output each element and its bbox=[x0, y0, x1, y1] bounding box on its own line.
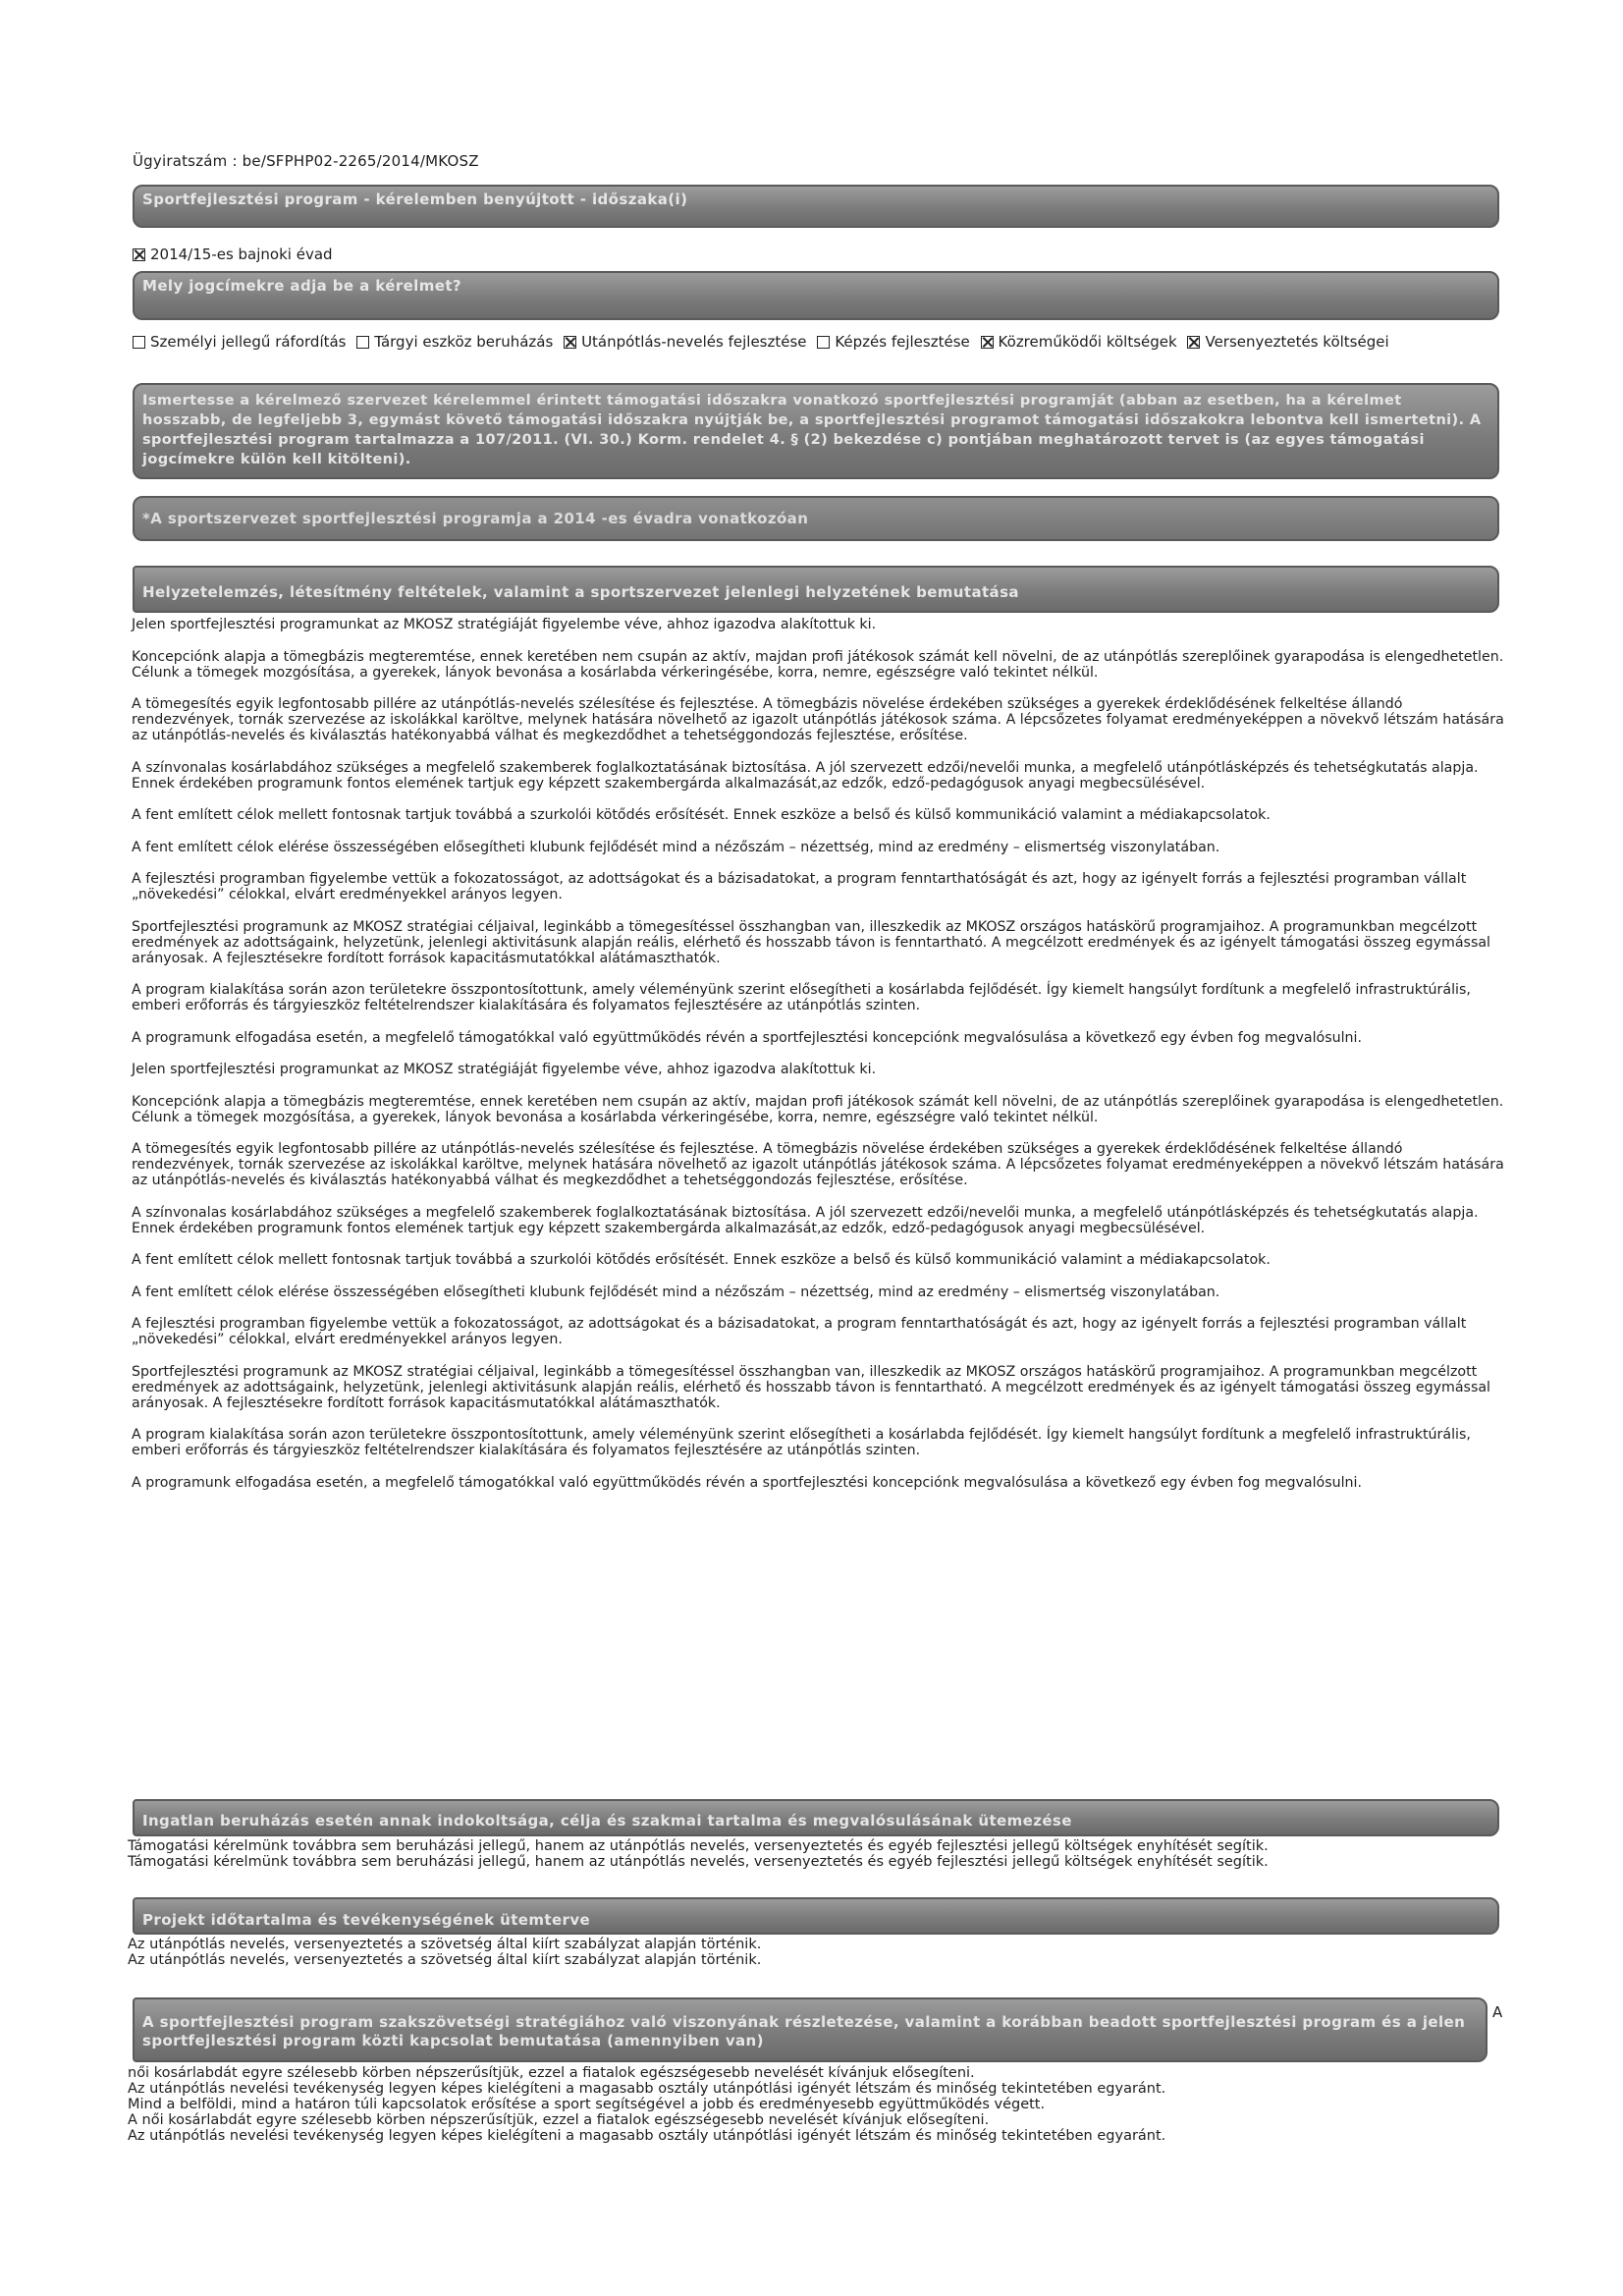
section-header-strategy bbox=[133, 1997, 1488, 2062]
checkbox-checked-icon[interactable] bbox=[564, 336, 576, 349]
text-line: Támogatási kérelmünk továbbra sem beruházási jellegű, hanem az utánpótlás nevelés, versenyeztetés és egyéb fejlesztési jellegű költségek enyhítését segítik. bbox=[128, 1854, 1269, 1870]
paragraph: A fejlesztési programban figyelembe vettük a fokozatosságot, az adottságokat és a bázisadatokat, a program fenntarthatóságát és azt, hogy az igényelt forrás a fejlesztési programban vállalt „növekedési” célokkal, elvárt eredményekkel arányos legyen. bbox=[132, 1316, 1467, 1347]
season-label: 2014/15-es bajnoki évad bbox=[150, 246, 333, 263]
section-title: A sportfejlesztési program szakszövetségi stratégiához való viszonyának részletezése, valamint a korábban beadott sportfejlesztési program és a jelen sportfejlesztési program közti kapcsolat bemutatása (amennyiben van) bbox=[142, 2013, 1466, 2050]
section-title: Mely jogcímekre adja be a kérelmet? bbox=[142, 277, 461, 295]
section-title: Projekt időtartalma és tevékenységének ütemterve bbox=[142, 1911, 591, 1929]
paragraph: A program kialakítása során azon területekre összpontosítottunk, amely véleményünk szerint elősegítheti a kosárlabda fejlődését. Így kiemelt hangsúlyt fordítunk a megfelelő infrastruktúrális, emberi erőforrás és tárgyieszköz feltételrendszer kialakítására és folyamatos fejlesztésére az utánpótlás szinten. bbox=[132, 982, 1471, 1013]
text-line: Az utánpótlás nevelési tevékenység legyen képes kielégíteni a magasabb osztály utánpótlási igényét létszám és minőség tekintetében egyaránt. bbox=[128, 2128, 1166, 2144]
paragraph: A fent említett célok elérése összességében elősegítheti klubunk fejlődését mind a nézőszám – nézettség, mind az eredmény – elismertség viszonylatában. bbox=[132, 839, 1220, 855]
section-title: Ingatlan beruházás esetén annak indokoltsága, célja és szakmai tartalma és megvalósulásának ütemezése bbox=[142, 1812, 1072, 1830]
instructions-text: Ismertesse a kérelmező szervezet kérelemmel érintett támogatási időszakra vonatkozó sportfejlesztési programját (abban az esetben, ha a kérelmet hosszabb, de legfeljebb 3, egymást követő támogatási időszakra nyújtják be, a sportfejlesztési programot támogatási időszakokra lebontva kell ismertetni). A sportfejlesztési program tartalmazza a 107/2011. (VI. 30.) Korm. rendelet 4. § (2) bekezdése c) pontjában meghatározott tervet is (az egyes támogatási jogcímekre külön kell kitölteni). bbox=[142, 393, 1482, 467]
paragraph: A fejlesztési programban figyelembe vettük a fokozatosságot, az adottságokat és a bázisadatokat, a program fenntarthatóságát és azt, hogy az igényelt forrás a fejlesztési programban vállalt „növekedési” célokkal, elvárt eredményekkel arányos legyen. bbox=[132, 871, 1467, 902]
text-line: női kosárlabdát egyre szélesebb körben népszerűsítjük, ezzel a fiatalok egészségesebb nevelését kívánjuk elősegíteni. bbox=[128, 2065, 975, 2081]
category-options bbox=[133, 332, 1507, 353]
section-header-schedule bbox=[133, 1897, 1499, 1935]
checkbox-icon[interactable] bbox=[133, 336, 145, 349]
section-title: Sportfejlesztési program - kérelemben benyújtott - időszaka(i) bbox=[142, 191, 688, 208]
checkbox-icon[interactable] bbox=[356, 336, 369, 349]
paragraph: A fent említett célok mellett fontosnak tartjuk továbbá a szurkolói kötődés erősítését. Ennek eszköze a belső és külső kommunikáció valamint a médiakapcsolatok. bbox=[132, 1252, 1271, 1268]
checkbox-icon[interactable] bbox=[817, 336, 830, 349]
section-header-period bbox=[133, 185, 1499, 228]
text-line: Mind a belföldi, mind a határon túli kapcsolatok erősítése a sport segítségével a jobb és eredményesebb együttműködés végett. bbox=[128, 2097, 1046, 2112]
strategy-text bbox=[128, 2065, 1502, 2144]
situation-text bbox=[132, 617, 1506, 1506]
paragraph: A színvonalas kosárlabdához szükséges a megfelelő szakemberek foglalkoztatásának biztosítása. A jól szervezett edzői/nevelői munka, a megfelelő utánpótlásképzés és tehetségkutatás alapja. Ennek érdekében programunk fontos elemének tartjuk egy képzett szakembergárda alkalmazását,az edzők, edző-pedagógusok anyagi megbecsülésével. bbox=[132, 1204, 1479, 1236]
schedule-text bbox=[128, 1937, 1502, 1968]
option-personal[interactable]: Személyi jellegű ráfordítás bbox=[133, 333, 347, 351]
paragraph: Sportfejlesztési programunk az MKOSZ stratégiai céljaival, leginkább a tömegesítéssel összhangban van, illeszkedik az MKOSZ országos hatáskörű programjaihoz. A programunkban megcélzott eredmények az adottságaink, helyzetünk, jelenlegi aktivitásunk alapján reális, elérhető és hosszabb távon is fenntartható. A megcélzott eredmények és az igényelt támogatási összeg egymással arányosak. A fejlesztésekre fordított források kapacitásmutatókkal alátámaszthatók. bbox=[132, 1363, 1490, 1411]
option-competition[interactable]: Versenyeztetés költségei bbox=[1187, 333, 1388, 351]
option-training[interactable]: Képzés fejlesztése bbox=[817, 333, 969, 351]
option-contributor[interactable]: Közreműködői költségek bbox=[981, 333, 1177, 351]
paragraph: A program kialakítása során azon területekre összpontosítottunk, amely véleményünk szerint elősegítheti a kosárlabda fejlődését. Így kiemelt hangsúlyt fordítunk a megfelelő infrastruktúrális, emberi erőforrás és tárgyieszköz feltételrendszer kialakítására és folyamatos fejlesztésére az utánpótlás szinten. bbox=[132, 1427, 1471, 1458]
paragraph: Sportfejlesztési programunk az MKOSZ stratégiai céljaival, leginkább a tömegesítéssel összhangban van, illeszkedik az MKOSZ országos hatáskörű programjaihoz. A programunkban megcélzott eredmények az adottságaink, helyzetünk, jelenlegi aktivitásunk alapján reális, elérhető és hosszabb távon is fenntartható. A megcélzott eredmények és az igényelt támogatási összeg egymással arányosak. A fejlesztésekre fordított források kapacitásmutatókkal alátámaszthatók. bbox=[132, 918, 1490, 966]
paragraph: A fent említett célok mellett fontosnak tartjuk továbbá a szurkolói kötődés erősítését. Ennek eszköze a belső és külső kommunikáció valamint a médiakapcsolatok. bbox=[132, 807, 1271, 823]
paragraph: Koncepciónk alapja a tömegbázis megteremtése, ennek keretében nem csupán az aktív, majdan profi játékosok számát kell növelni, de az utánpótlás szereplőinek gyarapodása is elengedhetetlen. Célunk a tömegek mozgósítása, a gyerekek, lányok bevonása a kosárlabda vérkeringésébe, korra, nemre, egészségre való tekintet nélkül. bbox=[132, 648, 1504, 681]
text-line: Az utánpótlás nevelés, versenyeztetés a szövetség által kiírt szabályzat alapján történik. bbox=[128, 1937, 762, 1952]
paragraph: Jelen sportfejlesztési programunkat az MKOSZ stratégiáját figyelembe véve, ahhoz igazodva alakítottuk ki. bbox=[132, 1062, 877, 1077]
section-header-program bbox=[133, 496, 1499, 541]
section-header-investment bbox=[133, 1799, 1499, 1836]
instructions-box bbox=[133, 383, 1499, 479]
text-line: Az utánpótlás nevelés, versenyeztetés a szövetség által kiírt szabályzat alapján történik. bbox=[128, 1952, 762, 1968]
edge-character: A bbox=[1492, 2003, 1503, 2021]
text-line: A női kosárlabdát egyre szélesebb körben népszerűsítjük, ezzel a fiatalok egészségesebb nevelését kívánjuk elősegíteni. bbox=[128, 2112, 990, 2128]
checkbox-checked-icon[interactable] bbox=[133, 248, 145, 261]
checkbox-checked-icon[interactable] bbox=[1187, 336, 1200, 349]
paragraph: A tömegesítés egyik legfontosabb pillére az utánpótlás-nevelés szélesítése és fejlesztése. A tömegbázis növelése érdekében szükséges a gyerekek érdeklődésének felkeltése állandó rendezvények, tornák szervezése az iskolákkal karöltve, melynek hatására növelhető az igazolt utánpótlás játékosok száma. A lépcsőzetes folyamat eredményeképpen a növekvő létszám hatására az utánpótlás-nevelés és kiválasztás hatékonyabbá válhat és megkezdődhet a tehetséggondozás fejlesztése, erősítése. bbox=[132, 696, 1504, 743]
paragraph: Jelen sportfejlesztési programunkat az MKOSZ stratégiáját figyelembe véve, ahhoz igazodva alakítottuk ki. bbox=[132, 617, 877, 632]
option-assets[interactable]: Tárgyi eszköz beruházás bbox=[356, 333, 553, 351]
investment-text bbox=[128, 1838, 1502, 1870]
section-header-categories bbox=[133, 271, 1499, 320]
paragraph: A színvonalas kosárlabdához szükséges a megfelelő szakemberek foglalkoztatásának biztosítása. A jól szervezett edzői/nevelői munka, a megfelelő utánpótlásképzés és tehetségkutatás alapja. Ennek érdekében programunk fontos elemének tartjuk egy képzett szakembergárda alkalmazását,az edzők, edző-pedagógusok anyagi megbecsülésével. bbox=[132, 759, 1479, 792]
section-header-situation bbox=[133, 566, 1499, 613]
option-youth[interactable]: Utánpótlás-nevelés fejlesztése bbox=[564, 333, 806, 351]
season-option[interactable] bbox=[133, 246, 333, 263]
paragraph: A programunk elfogadása esetén, a megfelelő támogatókkal való együttműködés révén a sportfejlesztési koncepciónk megvalósulása a következő egy évben fog megvalósulni. bbox=[132, 1029, 1362, 1046]
checkbox-checked-icon[interactable] bbox=[981, 336, 994, 349]
document-id: Ügyiratszám : be/SFPHP02-2265/2014/MKOSZ bbox=[133, 152, 479, 170]
paragraph: Koncepciónk alapja a tömegbázis megteremtése, ennek keretében nem csupán az aktív, majdan profi játékosok számát kell növelni, de az utánpótlás szereplőinek gyarapodása is elengedhetetlen. Célunk a tömegek mozgósítása, a gyerekek, lányok bevonása a kosárlabda vérkeringésébe, korra, nemre, egészségre való tekintet nélkül. bbox=[132, 1093, 1504, 1125]
section-title: Helyzetelemzés, létesítmény feltételek, valamint a sportszervezet jelenlegi helyzetének bemutatása bbox=[142, 583, 1019, 601]
text-line: Támogatási kérelmünk továbbra sem beruházási jellegű, hanem az utánpótlás nevelés, versenyeztetés és egyéb fejlesztési jellegű költségek enyhítését segítik. bbox=[128, 1838, 1269, 1854]
paragraph: A programunk elfogadása esetén, a megfelelő támogatókkal való együttműködés révén a sportfejlesztési koncepciónk megvalósulása a következő egy évben fog megvalósulni. bbox=[132, 1474, 1362, 1491]
paragraph: A fent említett célok elérése összességében elősegítheti klubunk fejlődését mind a nézőszám – nézettség, mind az eredmény – elismertség viszonylatában. bbox=[132, 1284, 1220, 1300]
paragraph: A tömegesítés egyik legfontosabb pillére az utánpótlás-nevelés szélesítése és fejlesztése. A tömegbázis növelése érdekében szükséges a gyerekek érdeklődésének felkeltése állandó rendezvények, tornák szervezése az iskolákkal karöltve, melynek hatására növelhető az igazolt utánpótlás játékosok száma. A lépcsőzetes folyamat eredményeképpen a növekvő létszám hatására az utánpótlás-nevelés és kiválasztás hatékonyabbá válhat és megkezdődhet a tehetséggondozás fejlesztése, erősítése. bbox=[132, 1141, 1504, 1188]
section-title: *A sportszervezet sportfejlesztési programja a 2014 -es évadra vonatkozóan bbox=[142, 510, 809, 527]
text-line: Az utánpótlás nevelési tevékenység legyen képes kielégíteni a magasabb osztály utánpótlási igényét létszám és minőség tekintetében egyaránt. bbox=[128, 2081, 1166, 2097]
